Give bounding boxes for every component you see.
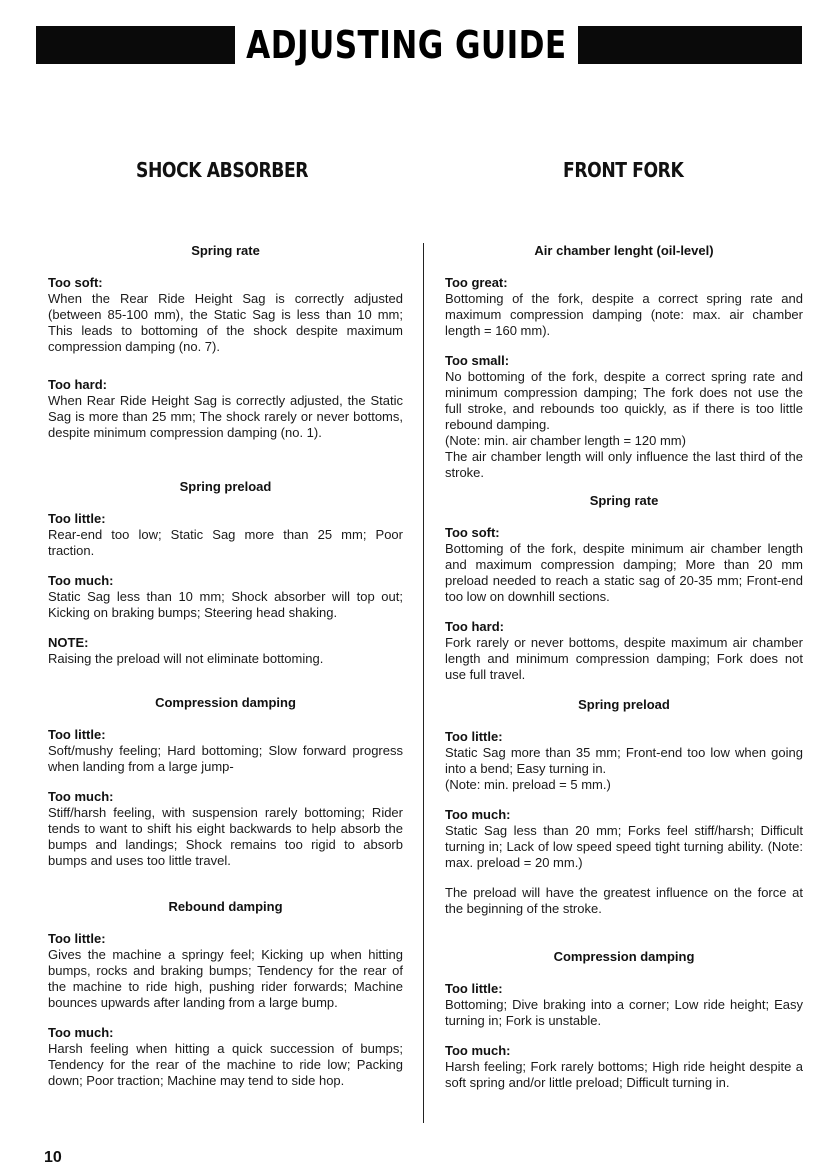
- item-text: Bottoming of the fork, despite minimum air chamber length and maximum compression damping; More than 20 mm preload needed to reach a static sag of 20-35 mm; Front-end too low on downhill sections.: [445, 541, 803, 604]
- item-label: Too little:: [48, 931, 106, 946]
- item-label: Too much:: [445, 807, 511, 822]
- item-label: Too small:: [445, 353, 510, 368]
- item-label: Too little:: [48, 511, 106, 526]
- item-text: Soft/mushy feeling; Hard bottoming; Slow forward progress when landing from a large jump-: [48, 743, 403, 774]
- item-label: Too much:: [48, 573, 114, 588]
- item-note: (Note: min. preload = 5 mm.): [445, 777, 611, 792]
- front-fork-column: [445, 243, 803, 1091]
- item-text: Fork rarely or never bottoms, despite maximum air chamber length and minimum compression damping; Fork does not use full travel.: [445, 635, 803, 682]
- adjust-item: [48, 377, 403, 441]
- item-label: Too soft:: [445, 525, 500, 540]
- item-note: (Note: min. air chamber length = 120 mm): [445, 433, 686, 448]
- shock-absorber-column: [48, 243, 403, 1089]
- item-text: Harsh feeling; Fork rarely bottoms; High ride height despite a soft spring and/or little preload; Difficult turning in.: [445, 1059, 803, 1090]
- adjust-item: [445, 981, 803, 1029]
- item-label: Too much:: [445, 1043, 511, 1058]
- section-title: Compression damping: [553, 949, 695, 964]
- page-number: 10: [44, 1149, 62, 1166]
- banner-bar-right: [578, 26, 802, 64]
- item-text: Harsh feeling when hitting a quick succession of bumps; Tendency for the rear of the machine to ride low; Packing down; Poor traction; Machine may tend to side hop.: [48, 1041, 403, 1088]
- adjust-item: [48, 1025, 403, 1089]
- adjust-item: [48, 635, 403, 667]
- adjust-item: [445, 275, 803, 339]
- front-fork-heading: FRONT FORK: [563, 158, 684, 182]
- item-label: Too hard:: [48, 377, 107, 392]
- item-text: When the Rear Ride Height Sag is correctly adjusted (between 85-100 mm), the Static Sag is less than 10 mm; This leads to bottoming of the shock despite maximum compression damping (no. 7).: [48, 291, 403, 354]
- adjust-item: [48, 931, 403, 1011]
- adjust-item: [445, 525, 803, 605]
- item-text: Static Sag more than 35 mm; Front-end too low when going into a bend; Easy turning in.: [445, 745, 803, 776]
- item-text: No bottoming of the fork, despite a correct spring rate and minimum compression damping; The fork does not use the full stroke, and rebounds too quickly, as if there is too little rebound damping.: [445, 369, 803, 432]
- item-text: Bottoming; Dive braking into a corner; Low ride height; Easy turning in; Fork is unstable.: [445, 997, 803, 1028]
- item-label: Too great:: [445, 275, 508, 290]
- column-divider: [423, 243, 424, 1123]
- item-extra: The air chamber length will only influence the last third of the stroke.: [445, 449, 803, 480]
- item-text: Rear-end too low; Static Sag more than 25 mm; Poor traction.: [48, 527, 403, 558]
- preload-footnote: The preload will have the greatest influence on the force at the beginning of the stroke.: [445, 885, 803, 916]
- page-title: ADJUSTING GUIDE: [246, 23, 567, 67]
- item-label: Too much:: [48, 1025, 114, 1040]
- adjust-item: [48, 573, 403, 621]
- item-text: Raising the preload will not eliminate bottoming.: [48, 651, 324, 666]
- item-label: Too little:: [445, 981, 503, 996]
- section-title: Rebound damping: [168, 899, 283, 914]
- section-title: Air chamber lenght (oil-level): [534, 243, 714, 258]
- section-title: Compression damping: [155, 695, 296, 710]
- item-label: Too hard:: [445, 619, 504, 634]
- adjust-item: [445, 1043, 803, 1091]
- page-banner: [36, 23, 802, 67]
- adjust-item: [48, 275, 403, 355]
- item-text: Bottoming of the fork, despite a correct spring rate and maximum compression damping (note: max. air chamber length = 160 mm).: [445, 291, 803, 338]
- item-text: Stiff/harsh feeling, with suspension rarely bottoming; Rider tends to want to shift his eight backwards to help absorb the bumps and landings; Shock remains too rigid to absorb bumps and uses too little travel.: [48, 805, 403, 868]
- section-title: Spring rate: [589, 493, 659, 508]
- item-text: Static Sag less than 20 mm; Forks feel stiff/harsh; Difficult turning in; Lack of low speed speed tight turning ability. (Note: max. preload = 20 mm.): [445, 823, 803, 870]
- item-label: Too little:: [445, 729, 503, 744]
- section-title: Spring preload: [578, 697, 670, 712]
- item-text: When Rear Ride Height Sag is correctly adjusted, the Static Sag is more than 25 mm; The shock rarely or never bottoms, despite minimum compression damping (no. 1).: [48, 393, 403, 440]
- item-text: Gives the machine a springy feel; Kicking up when hitting bumps, rocks and braking bumps; Tendency for the rear of the machine to ride high, pushing rider forwards; Machine bounces upwards after landing from a large bump.: [48, 947, 403, 1010]
- section-title: Spring preload: [179, 479, 272, 494]
- item-label: Too much:: [48, 789, 114, 804]
- item-label: Too little:: [48, 727, 106, 742]
- adjust-item: [445, 807, 803, 871]
- item-label: NOTE:: [48, 635, 89, 650]
- adjust-item: [445, 619, 803, 683]
- adjust-item: [48, 511, 403, 559]
- shock-absorber-heading: SHOCK ABSORBER: [136, 158, 309, 182]
- adjust-item: [445, 353, 803, 481]
- adjust-item: [48, 727, 403, 775]
- item-label: Too soft:: [48, 275, 103, 290]
- adjust-item: [48, 789, 403, 869]
- banner-bar-left: [36, 26, 235, 64]
- adjust-item: [445, 729, 803, 793]
- section-title: Spring rate: [191, 243, 260, 258]
- item-text: Static Sag less than 10 mm; Shock absorber will top out; Kicking on braking bumps; Steering head shaking.: [48, 589, 403, 620]
